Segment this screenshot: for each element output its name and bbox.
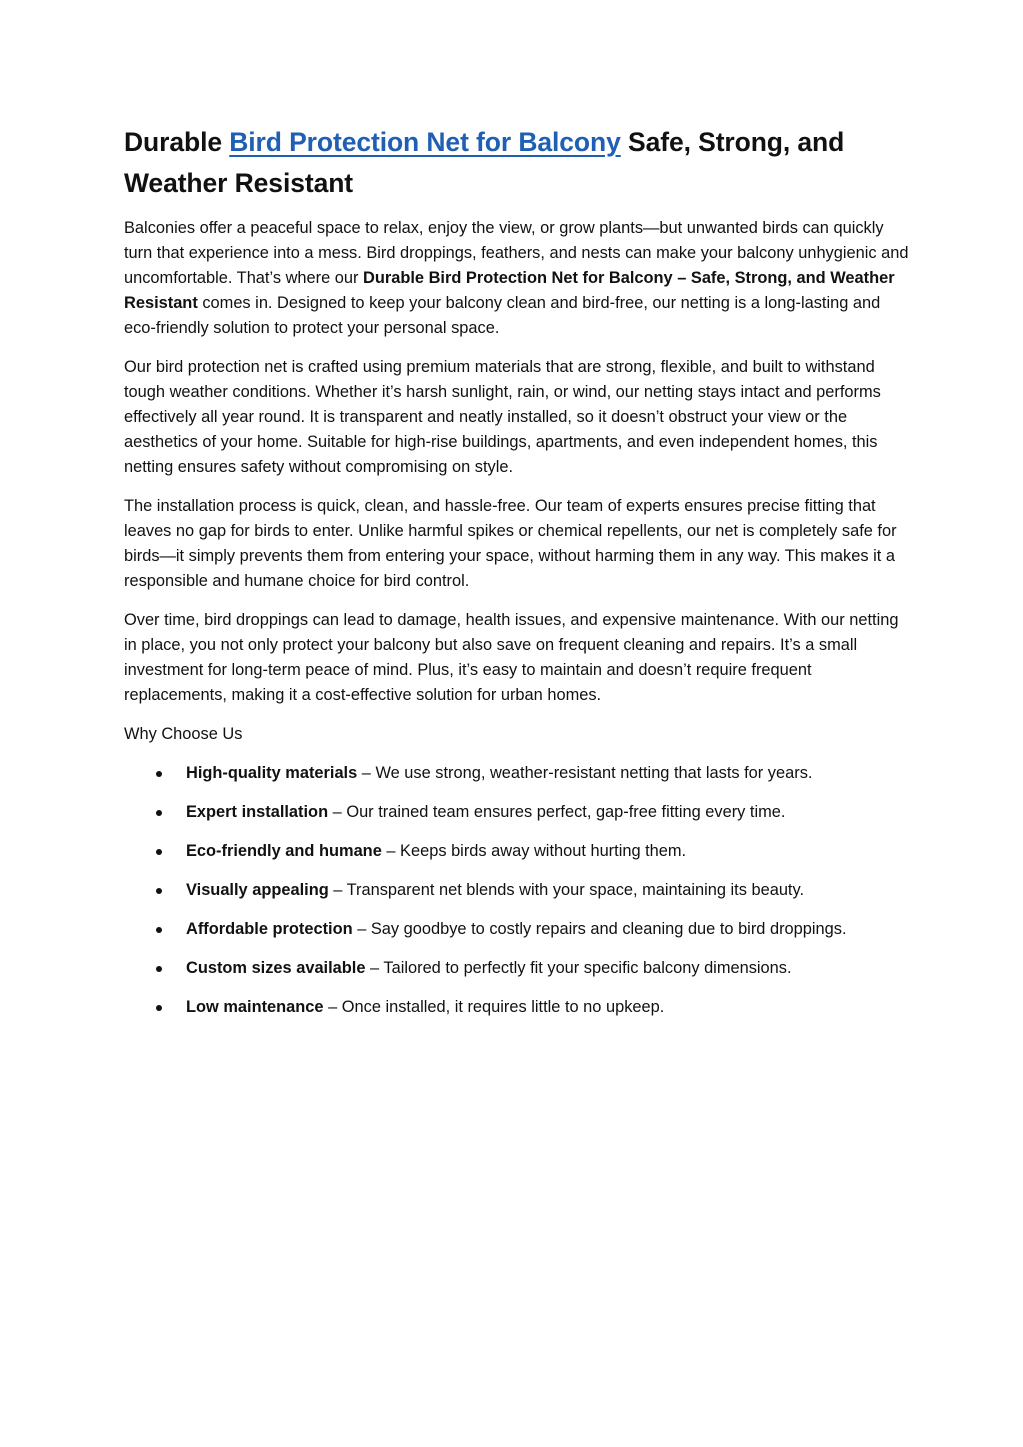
list-item	[124, 761, 914, 786]
bullet-icon	[156, 810, 162, 816]
title-prefix: Durable	[124, 127, 230, 157]
bullet-icon	[156, 966, 162, 972]
why-choose-heading: Why Choose Us	[124, 725, 243, 743]
list-item-title: Visually appealing	[186, 881, 329, 899]
list-item-title: Low maintenance	[186, 998, 324, 1016]
list-item-text: – Tailored to perfectly fit your specific balcony dimensions.	[365, 959, 792, 977]
list-item-title: Eco-friendly and humane	[186, 842, 382, 860]
paragraph-maintenance: Over time, bird droppings can lead to damage, health issues, and expensive maintenance. With our netting in place, you not only protect your balcony but also save on frequent cleaning and repairs. It’s a small investment for long-term peace of mind. Plus, it’s easy to maintain and doesn’t require frequent replacements, making it a cost-effective solution for urban homes.	[124, 611, 899, 704]
list-item-title: Affordable protection	[186, 920, 353, 938]
list-item-title: High-quality materials	[186, 764, 358, 782]
paragraph-materials: Our bird protection net is crafted using premium materials that are strong, flexible, and built to withstand tough weather conditions. Whether it’s harsh sunlight, rain, or wind, our netting stays intact and performs effectively all year round. It is transparent and neatly installed, so it doesn’t obstruct your view or the aesthetics of your home. Suitable for high-rise buildings, apartments, and even independent homes, this netting ensures safety without compromising on style.	[124, 358, 881, 476]
list-item-title: Custom sizes available	[186, 959, 366, 977]
list-item-text: – Our trained team ensures perfect, gap-free fitting every time.	[328, 803, 786, 821]
bullet-icon	[156, 1005, 162, 1011]
title-suffix: Safe, Strong, and Weather Resistant	[124, 127, 845, 198]
list-item	[124, 800, 914, 825]
list-item	[124, 839, 914, 864]
page-title	[124, 122, 914, 204]
bullet-icon	[156, 771, 162, 777]
intro-paragraph	[124, 216, 914, 341]
title-link[interactable]: Bird Protection Net for Balcony	[229, 127, 621, 157]
intro-text-1: Balconies offer a peaceful space to relax, enjoy the view, or grow plants—but unwanted birds can quickly turn that experience into a mess. Bird droppings, feathers, and nests can make your balcony unhygienic and uncomfortable. That’s where our	[124, 219, 909, 287]
paragraph-installation: The installation process is quick, clean, and hassle-free. Our team of experts ensures precise fitting that leaves no gap for birds to enter. Unlike harmful spikes or chemical repellents, our net is completely safe for birds—it simply prevents them from entering your space, without harming them in any way. This makes it a responsible and humane choice for bird control.	[124, 497, 897, 590]
bullet-icon	[156, 849, 162, 855]
list-item-text: – Keeps birds away without hurting them.	[381, 842, 687, 860]
list-item	[124, 917, 914, 942]
benefits-list	[124, 761, 914, 1020]
list-item-text: – Transparent net blends with your space, maintaining its beauty.	[328, 881, 805, 899]
list-item	[124, 878, 914, 903]
list-item-title: Expert installation	[186, 803, 329, 821]
bullet-icon	[156, 888, 162, 894]
list-item-text: – Say goodbye to costly repairs and cleaning due to bird droppings.	[352, 920, 847, 938]
list-item	[124, 995, 914, 1020]
list-item	[124, 956, 914, 981]
bullet-icon	[156, 927, 162, 933]
list-item-text: – We use strong, weather-resistant netting that lasts for years.	[357, 764, 813, 782]
document-page	[124, 122, 914, 1034]
list-item-text: – Once installed, it requires little to no upkeep.	[323, 998, 665, 1016]
intro-bold: Durable Bird Protection Net for Balcony – Safe, Strong, and Weather Resistant	[124, 269, 895, 312]
intro-text-2: comes in. Designed to keep your balcony clean and bird-free, our netting is a long-lasting and eco-friendly solution to protect your personal space.	[124, 294, 881, 337]
